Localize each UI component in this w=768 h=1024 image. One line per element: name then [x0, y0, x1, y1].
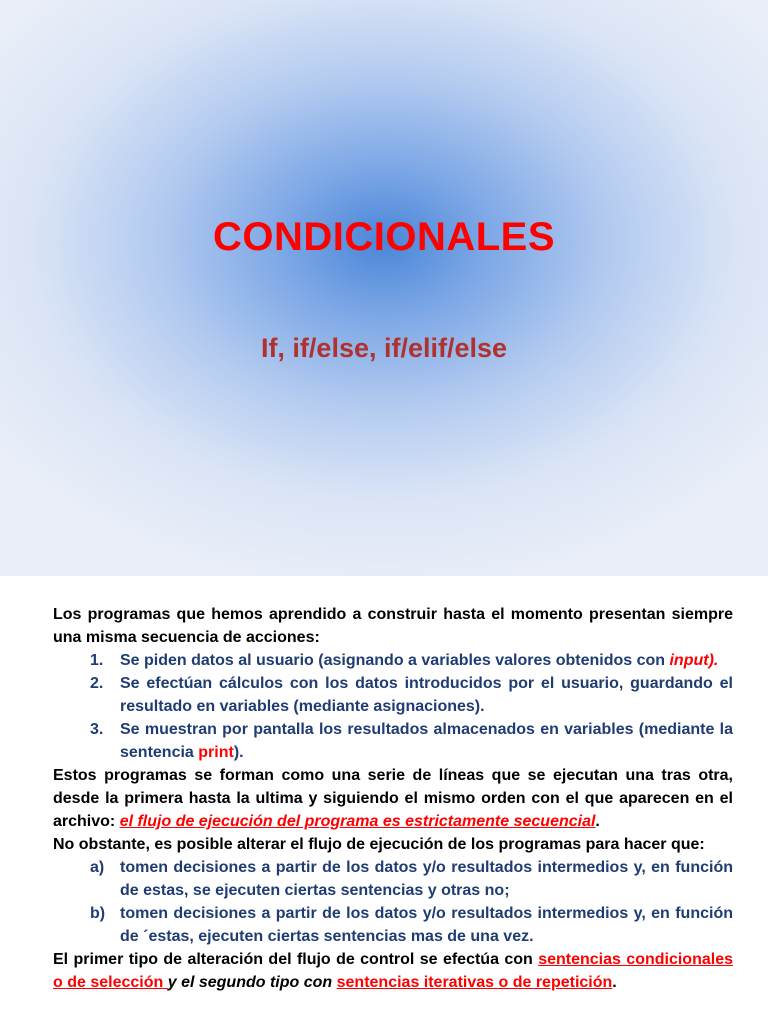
document-body [53, 603, 733, 994]
list-item [53, 672, 733, 718]
slide-subtitle: If, if/else, if/elif/else [260, 333, 508, 363]
input-keyword: input [669, 652, 709, 669]
list-marker: b) [90, 905, 106, 922]
conditional-sentences-link: sentencias condicionales o de selección [53, 951, 733, 991]
steps-list [53, 649, 733, 764]
sequence-text: Estos programas se forman como una serie de líneas que se ejecutan una tras otra, desde la primera hasta la ultima y siguiendo el mismo orden con el que aparecen en el archivo: [53, 767, 733, 830]
list-marker: 1. [90, 652, 104, 669]
list-item [53, 718, 733, 764]
list-item-text: tomen decisiones a partir de los datos y/o resultados intermedios y, en función de estas, se ejecuten ciertas sentencias y otras no; [120, 859, 733, 899]
list-item-text: Se muestran por pantalla los resultados almacenados en variables (mediante la sentencia [120, 721, 733, 761]
final-mid: y el segundo tipo con [167, 974, 337, 991]
list-marker: 3. [90, 721, 104, 738]
list-marker: 2. [90, 675, 104, 692]
list-item-tail: ). [708, 652, 719, 669]
intro-paragraph: Los programas que hemos aprendido a construir hasta el momento presentan siempre una misma secuencia de acciones: [53, 606, 733, 646]
list-item [53, 649, 733, 672]
sequence-end: . [595, 813, 600, 830]
alter-paragraph: No obstante, es posible alterar el flujo de ejecución de los programas para hacer que: [53, 836, 705, 853]
sequence-paragraph [53, 764, 733, 833]
list-item-text: Se efectúan cálculos con los datos introducidos por el usuario, guardando el resultado en variables (mediante asignaciones). [120, 675, 733, 715]
list-item-tail: ). [233, 744, 244, 761]
list-marker: a) [90, 859, 105, 876]
final-paragraph [53, 948, 733, 994]
final-start: El primer tipo de alteración del flujo de control se efectúa con [53, 951, 539, 968]
options-list [53, 856, 733, 948]
print-keyword: print [198, 744, 234, 761]
list-item [53, 856, 733, 902]
final-end: . [612, 974, 617, 991]
slide-title: CONDICIONALES [212, 215, 556, 259]
iterative-sentences-link: sentencias iterativas o de repetición [336, 974, 613, 991]
sequence-highlight: el flujo de ejecución del programa es estrictamente secuencial [119, 813, 596, 830]
list-item-text: Se piden datos al usuario (asignando a variables valores obtenidos con [120, 652, 670, 669]
list-item [53, 902, 733, 948]
list-item-text: tomen decisiones a partir de los datos y/o resultados intermedios y, en función de ´estas, ejecuten ciertas sentencias mas de una vez. [120, 905, 733, 945]
